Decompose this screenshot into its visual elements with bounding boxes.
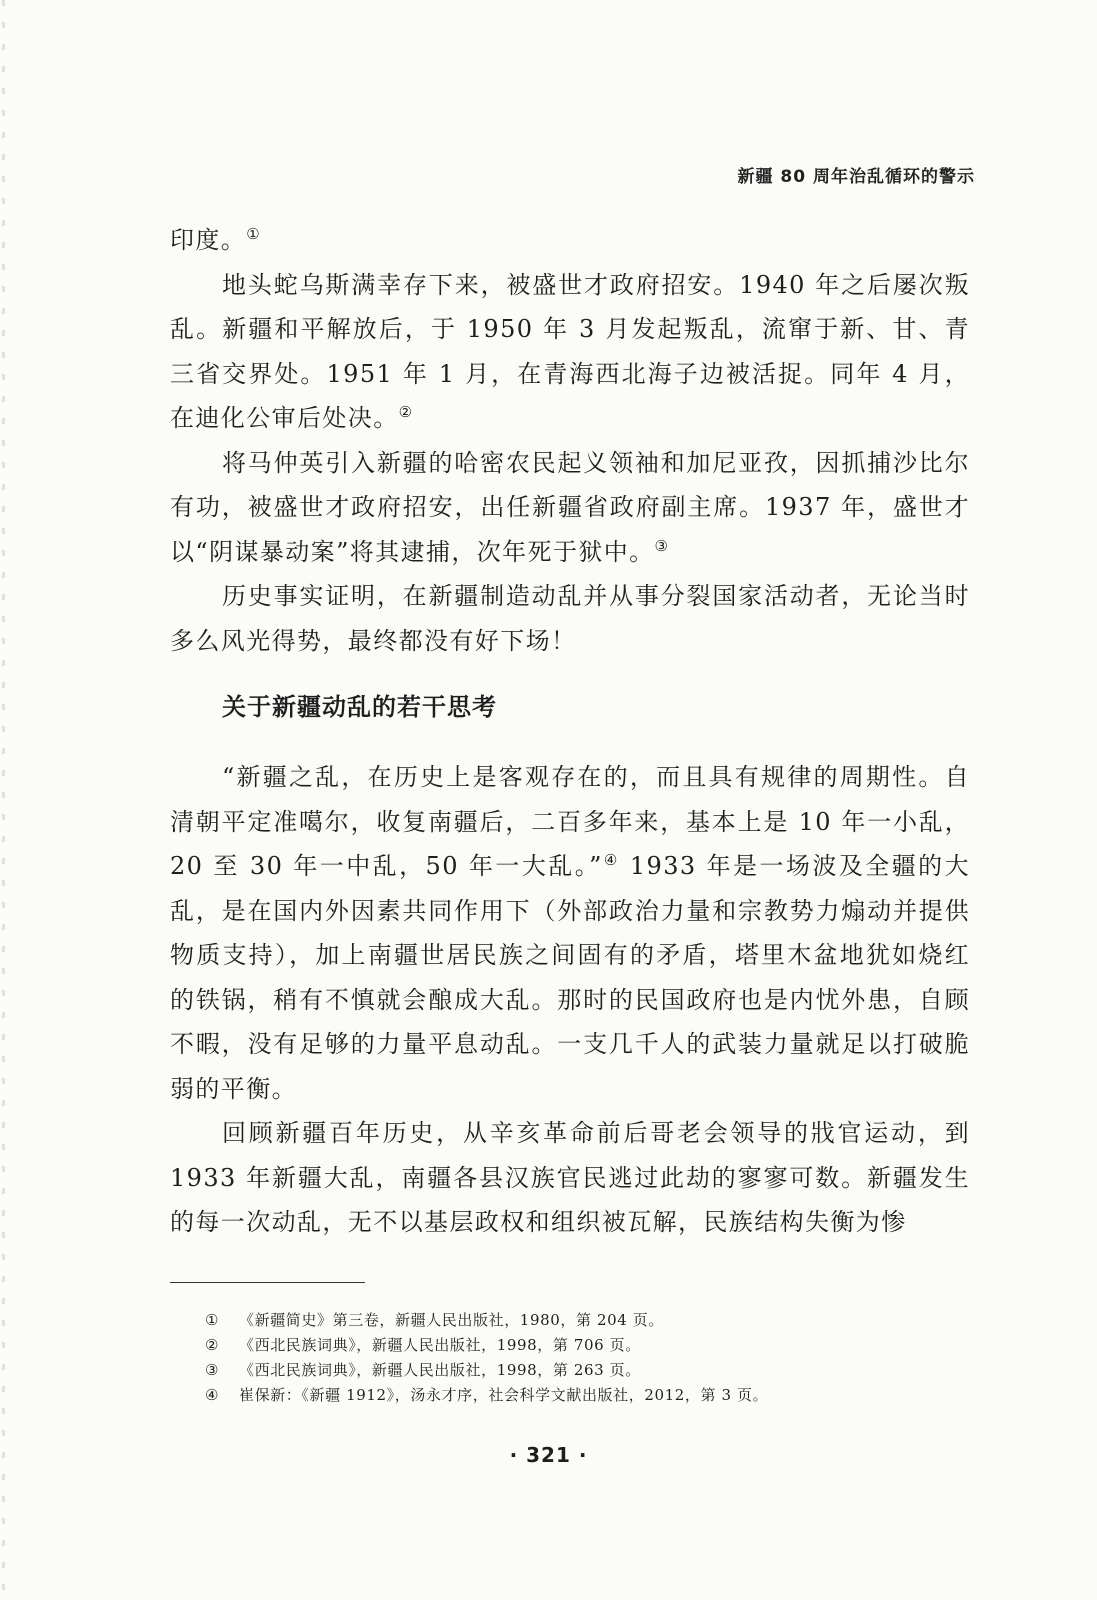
paragraph-text: “新疆之乱，在历史上是客观存在的，而且具有规律的周期性。自清朝平定准噶尔，收复南疆后，二百多年来，基本上是 10 年一小乱，20 至 30 年一中乱，50 年一大乱。” bbox=[170, 763, 970, 880]
footnote-ref: ④ bbox=[602, 851, 620, 869]
paragraph bbox=[170, 263, 970, 441]
footnote-mark: ② bbox=[205, 1336, 220, 1354]
footnote bbox=[205, 1383, 965, 1408]
paragraph-text-continued: 1933 年是一场波及全疆的大乱，是在国内外因素共同作用下（外部政治力量和宗教势力煽动并提供物质支持），加上南疆世居民族之间固有的矛盾，塔里木盆地犹如烧红的铁锅，稍有不慎就会酿成大乱。那时的民国政府也是内忧外患，自顾不暇，没有足够的力量平息动乱。一支几千人的武装力量就足以打破脆弱的平衡。 bbox=[170, 852, 970, 1103]
footnote-divider bbox=[170, 1282, 365, 1283]
running-head: 新疆 80 周年治乱循环的警示 bbox=[737, 167, 975, 187]
scan-binding-edge bbox=[2, 0, 5, 1600]
footnote bbox=[205, 1358, 965, 1383]
footnote-text: 《新疆简史》第三卷，新疆人民出版社，1980，第 204 页。 bbox=[239, 1311, 664, 1329]
paragraph-text: 历史事实证明，在新疆制造动乱并从事分裂国家活动者，无论当时多么风光得势，最终都没有好下场！ bbox=[170, 582, 970, 655]
paragraph bbox=[170, 755, 970, 1111]
paragraph-text: 印度。 bbox=[170, 226, 247, 254]
footnote-mark: ① bbox=[205, 1311, 220, 1329]
paragraph bbox=[170, 218, 970, 263]
footnote-mark: ③ bbox=[205, 1361, 220, 1379]
footnote bbox=[205, 1308, 965, 1333]
footnote-text: 崔保新：《新疆 1912》，汤永才序，社会科学文献出版社，2012，第 3 页。 bbox=[239, 1386, 769, 1404]
page-number: · 321 · bbox=[509, 1443, 588, 1467]
section-heading: 关于新疆动乱的若干思考 bbox=[222, 693, 497, 721]
body-text bbox=[170, 218, 970, 1245]
paragraph bbox=[170, 1111, 970, 1245]
paragraph bbox=[170, 441, 970, 575]
paragraph-text: 回顾新疆百年历史，从辛亥革命前后哥老会领导的戕官运动，到 1933 年新疆大乱，南疆各县汉族官民逃过此劫的寥寥可数。新疆发生的每一次动乱，无不以基层政权和组织被瓦解，民族结构失衡为惨 bbox=[170, 1119, 970, 1236]
footnote-ref: ② bbox=[398, 403, 414, 421]
footnote bbox=[205, 1333, 965, 1358]
footnote-ref: ③ bbox=[654, 536, 670, 555]
footnote-mark: ④ bbox=[205, 1386, 220, 1404]
footnote-text: 《西北民族词典》，新疆人民出版社，1998，第 263 页。 bbox=[239, 1361, 641, 1379]
paragraph-text: 地头蛇乌斯满幸存下来，被盛世才政府招安。1940 年之后屡次叛乱。新疆和平解放后，于 1950 年 3 月发起叛乱，流窜于新、甘、青三省交界处。1951 年 1 月，在青海西北海子边被活捉。同年 4 月，在迪化公审后处决。 bbox=[170, 270, 970, 432]
footnote-ref: ① bbox=[246, 225, 262, 243]
paragraph bbox=[170, 574, 970, 663]
footnote-text: 《西北民族词典》，新疆人民出版社，1998，第 706 页。 bbox=[239, 1336, 641, 1354]
footnotes bbox=[205, 1308, 965, 1408]
paragraph-text: 将马仲英引入新疆的哈密农民起义领袖和加尼亚孜，因抓捕沙比尔有功，被盛世才政府招安，出任新疆省政府副主席。1937 年，盛世才以“阴谋暴动案”将其逮捕，次年死于狱中。 bbox=[170, 448, 970, 566]
